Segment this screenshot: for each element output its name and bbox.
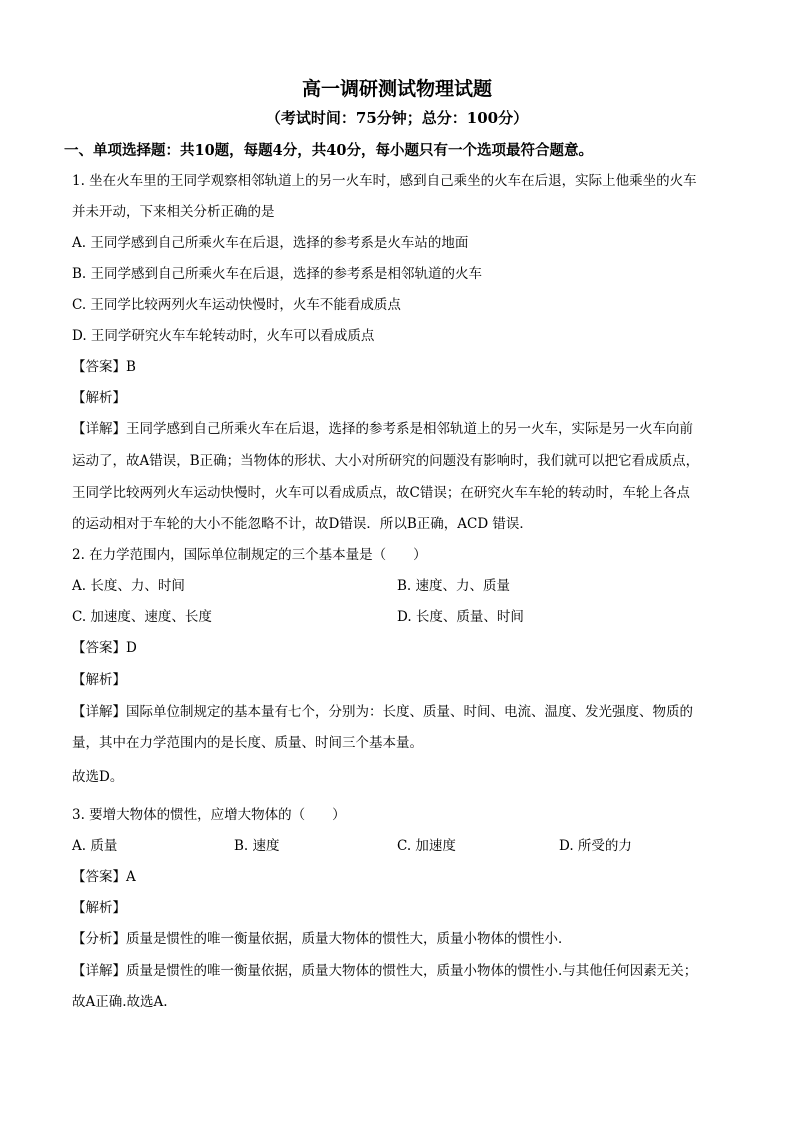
q3-stem: 3. 要增大物体的惯性，应增大物体的（ ） (72, 807, 346, 823)
q1-analysis-label: 【解析】 (72, 390, 126, 406)
q1-stem-line2: 并未开动，下来相关分析正确的是 (72, 204, 275, 220)
q3-option-a: A. 质量 (72, 838, 118, 854)
q1-detail-line2: 运动了，故A错误，B正确；当物体的形状、大小对所研究的问题没有影响时，我们就可以把它看成质点， (72, 453, 700, 469)
page-title: 高一调研测试物理试题 (301, 78, 492, 100)
page-subtitle: （考试时间：75分钟；总分：100分） (265, 109, 529, 127)
q2-option-b: B. 速度、力、质量 (397, 578, 511, 594)
section-heading: 一、单项选择题：共10题，每题4分，共40分，每小题只有一个选项最符合题意。 (64, 142, 593, 159)
q2-option-c: C. 加速度、速度、长度 (72, 609, 212, 625)
q2-detail-line1: 【详解】国际单位制规定的基本量有七个，分别为：长度、质量、时间、电流、温度、发光强度、物质的 (72, 704, 693, 720)
q3-detail: 【详解】质量是惯性的唯一衡量依据，质量大物体的惯性大，质量小物体的惯性小.与其他任何因素无关； (72, 963, 698, 979)
q2-option-d: D. 长度、质量、时间 (397, 609, 524, 625)
q2-conclusion: 故选D。 (72, 769, 124, 785)
q1-detail-line1: 【详解】王同学感到自己所乘火车在后退，选择的参考系是相邻轨道上的另一火车，实际是另一火车向前 (72, 421, 693, 437)
q3-option-b: B. 速度 (234, 838, 280, 854)
q3-analysis-label: 【解析】 (72, 900, 126, 916)
q1-option-b: B. 王同学感到自己所乘火车在后退，选择的参考系是相邻轨道的火车 (72, 266, 483, 282)
q1-detail-line3: 王同学比较两列火车运动快慢时，火车可以看成质点，故C错误；在研究火车车轮的转动时，车轮上各点 (72, 485, 690, 501)
q2-detail-line2: 量，其中在力学范围内的是长度、质量、时间三个基本量。 (72, 735, 423, 751)
q3-conclusion: 故A正确.故选A. (72, 994, 168, 1010)
q1-answer: 【答案】B (72, 359, 136, 375)
q2-option-a: A. 长度、力、时间 (72, 578, 185, 594)
q1-option-a: A. 王同学感到自己所乘火车在后退，选择的参考系是火车站的地面 (72, 235, 469, 251)
q1-option-d: D. 王同学研究火车车轮转动时，火车可以看成质点 (72, 328, 375, 344)
q3-answer: 【答案】A (72, 869, 136, 885)
q3-option-c: C. 加速度 (397, 838, 456, 854)
q1-stem-line1: 1. 坐在火车里的王同学观察相邻轨道上的另一火车时，感到自己乘坐的火车在后退，实际上他乘坐的火车 (72, 173, 697, 189)
q1-detail-line4: 的运动相对于车轮的大小不能忽略不计，故D错误．所以B正确，ACD 错误． (72, 516, 533, 532)
q2-answer: 【答案】D (72, 640, 137, 656)
q3-fenxi: 【分析】质量是惯性的唯一衡量依据，质量大物体的惯性大，质量小物体的惯性小． (72, 931, 572, 947)
q2-stem: 2. 在力学范围内，国际单位制规定的三个基本量是（ ） (72, 547, 427, 563)
q1-option-c: C. 王同学比较两列火车运动快慢时，火车不能看成质点 (72, 297, 401, 313)
q2-analysis-label: 【解析】 (72, 672, 126, 688)
q3-option-d: D. 所受的力 (559, 838, 632, 854)
